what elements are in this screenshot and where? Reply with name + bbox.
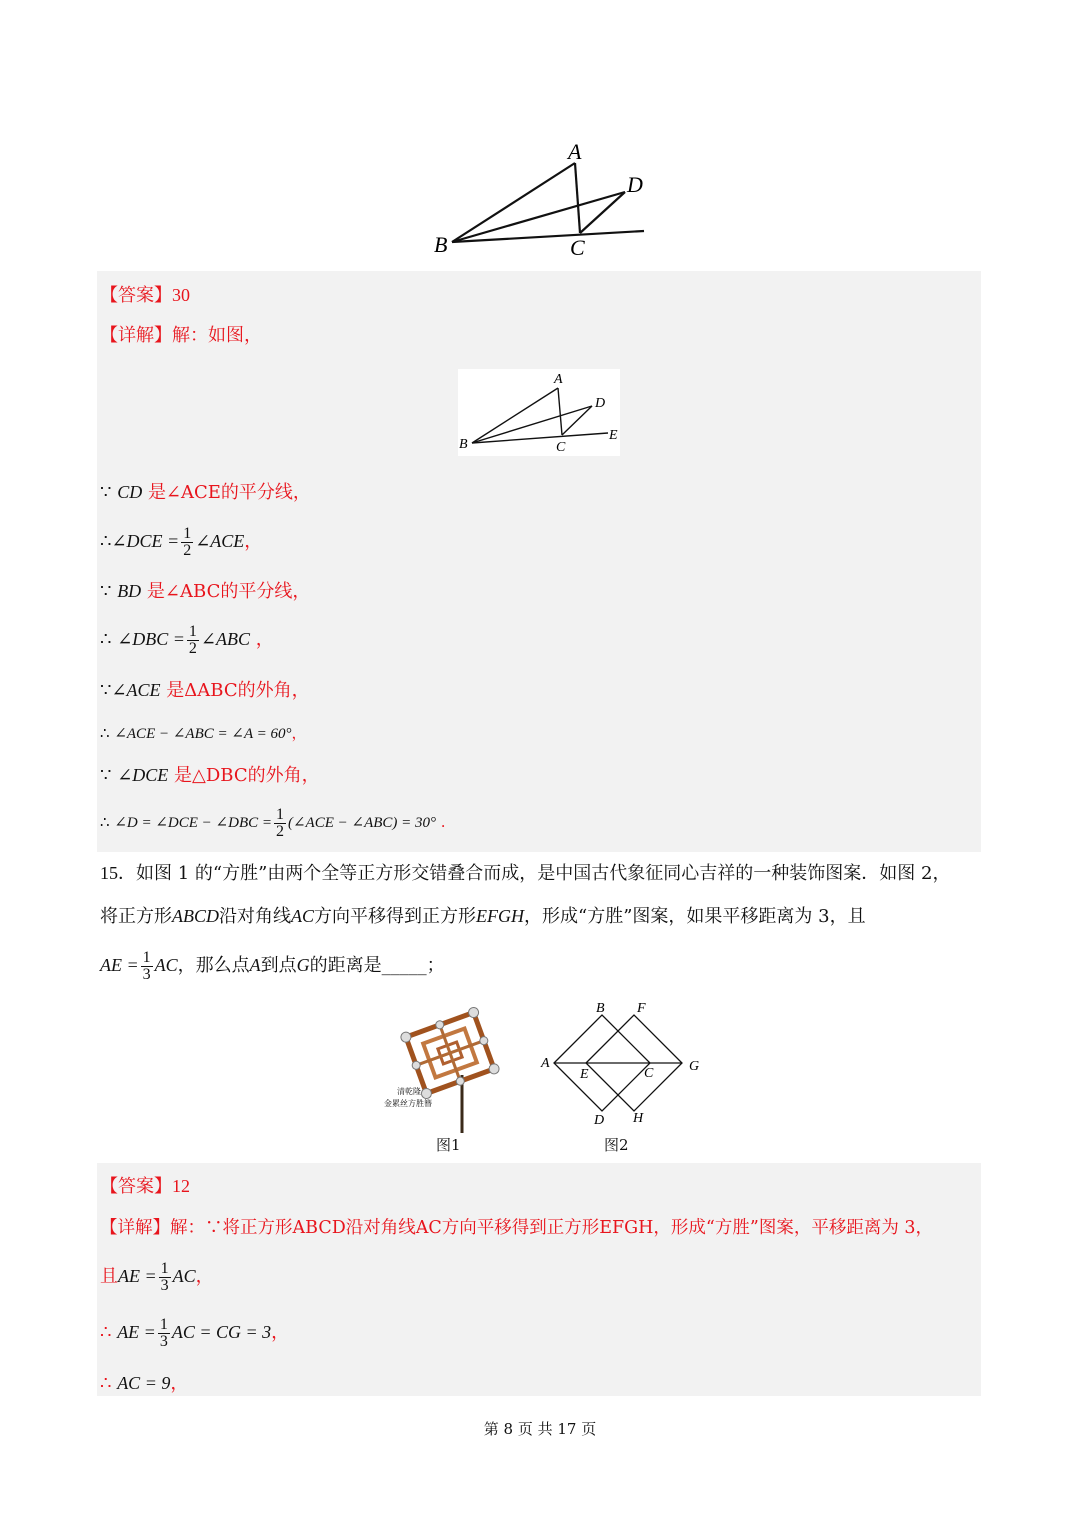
answer-tag: 【答案】 xyxy=(100,285,172,306)
fig-label-E: E xyxy=(609,428,618,443)
label-B: B xyxy=(434,232,448,257)
detail-15-line4: ∴ AC = 9， xyxy=(100,1373,189,1394)
fig2-label-F: F xyxy=(637,1001,646,1016)
fig2-label-B: B xyxy=(596,1001,605,1016)
step-6: ∴ ∠ACE − ∠ABC = ∠A = 60°， xyxy=(100,724,307,742)
answer-15-line: 【答案】12 xyxy=(100,1176,190,1197)
detail-15-line2: 且AE = $\frac{1}{3}$ AC， xyxy=(100,1259,214,1294)
fig2-label-A: A xyxy=(541,1056,550,1071)
detail-14-figure xyxy=(458,369,620,456)
detail-intro: 解：如图， xyxy=(172,325,262,346)
q15-line1: 15．如图 1 的“方胜”由两个全等正方形交错叠合而成，是中国古代象征同心吉祥的一种装饰图案．如图 2， xyxy=(100,863,951,884)
step-2: ∴∠DCE = $\frac{1}{2}$ ∠ACE， xyxy=(100,524,263,559)
detail-14-line xyxy=(100,325,262,347)
fig1-label-2: 金累丝方胜簪 xyxy=(384,1099,432,1108)
detail-tag: 【详解】 xyxy=(100,325,172,346)
fig1-label-1: 清乾隆 xyxy=(397,1087,421,1096)
detail-15-line1: 【详解】解：∵将正方形ABCD沿对角线AC方向平移得到正方形EFGH，形成“方胜”图案，平移距离为 3， xyxy=(100,1218,934,1238)
top-triangle-figure xyxy=(420,135,660,260)
step-7: ∵ ∠DCE 是△DBC的外角， xyxy=(100,765,320,786)
fig2-label-H: H xyxy=(633,1111,644,1126)
fig2-caption: 图2 xyxy=(604,1136,629,1154)
label-D: D xyxy=(627,172,643,197)
q15-number: 15． xyxy=(100,863,136,883)
label-C: C xyxy=(570,235,585,260)
answer-14-line xyxy=(100,284,190,307)
fig-label-D: D xyxy=(595,396,606,411)
fig1-caption: 图1 xyxy=(436,1136,461,1154)
fig2-label-E: E xyxy=(580,1067,589,1082)
q15-line3: AE = $\frac{1}{3}$ AC，那么点A到点G的距离是_____； xyxy=(100,948,445,983)
answer-15-box xyxy=(97,1163,981,1396)
step-1: ∵ CD 是∠ACE的平分线， xyxy=(100,482,311,503)
step-5: ∵∠ACE 是ΔABC的外角， xyxy=(100,680,310,701)
fig-label-B: B xyxy=(459,437,468,452)
answer-value: 30 xyxy=(172,285,190,305)
fig2-diagram xyxy=(536,996,716,1128)
fig-label-A: A xyxy=(554,372,563,387)
step-4: ∴ ∠DBC = $\frac{1}{2}$ ∠ABC ， xyxy=(100,622,274,657)
step-8: ∴ ∠D = ∠DCE − ∠DBC = $\frac{1}{2}$ (∠ACE − ∠ABC) = 30° . xyxy=(100,805,446,840)
fig2-label-C: C xyxy=(644,1066,654,1081)
fig1-hairpin-image xyxy=(380,1005,520,1155)
label-A: A xyxy=(568,139,582,164)
answer-blank[interactable]: _____ xyxy=(381,955,427,976)
detail-15-line3: ∴ AE = $\frac{1}{3}$ AC = CG = 3， xyxy=(100,1315,290,1350)
q15-line2: 将正方形ABCD沿对角线AC方向平移得到正方形EFGH，形成“方胜”图案，如果平移距离为 3，且 xyxy=(100,906,866,927)
fig2-label-G: G xyxy=(689,1059,700,1074)
page-footer: 第 8 页 共 17 页 xyxy=(483,1420,597,1438)
fig2-label-D: D xyxy=(594,1113,605,1128)
fig-label-C: C xyxy=(556,440,566,455)
step-3: ∵ BD 是∠ABC的平分线， xyxy=(100,581,311,602)
